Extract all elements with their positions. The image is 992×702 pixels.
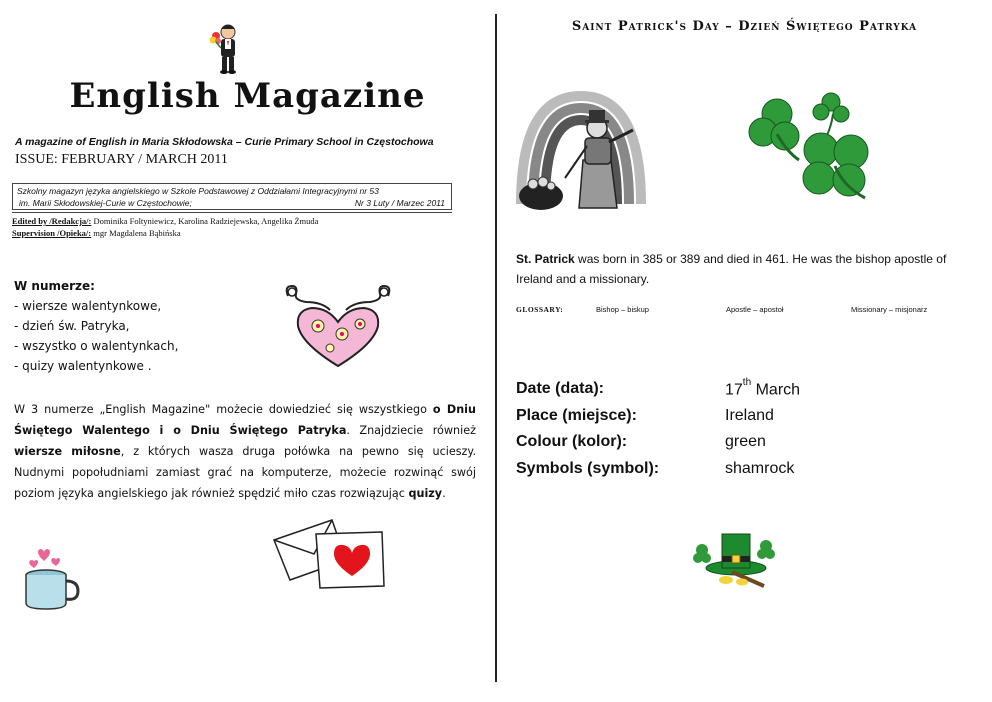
toc-item: - wszystko o walentynkach, bbox=[14, 339, 179, 353]
heart-pendant-illustration bbox=[282, 282, 394, 372]
intro-text: . bbox=[442, 487, 446, 500]
supervision-line bbox=[12, 227, 452, 239]
intro-emphasis: quizy bbox=[408, 487, 443, 500]
fact-key: Colour (kolor): bbox=[516, 433, 628, 450]
date-suffix: th bbox=[742, 377, 752, 388]
leprechaun-rainbow-illustration bbox=[505, 86, 657, 216]
table-of-contents bbox=[14, 276, 178, 376]
intro-text: . Znajdziecie również bbox=[346, 424, 477, 437]
right-page bbox=[497, 0, 992, 702]
intro-text: , z których wasza druga połówka na pewno się ucieszy. Nudnymi popołudniami zamiast grać na komputerze, możecie rozwinąć swój poziom języka angielskiego jak również spędzić miło czas rozwiązując bbox=[14, 445, 477, 500]
toc-item: - quizy walentynkowe . bbox=[14, 359, 152, 373]
supervision-label: Supervision /Opieka/: bbox=[12, 228, 92, 238]
editors-line bbox=[12, 215, 452, 227]
toc-title: W numerze: bbox=[14, 279, 95, 293]
intro-emphasis: wiersze miłosne bbox=[14, 445, 121, 458]
toc-item: - wiersze walentynkowe, bbox=[14, 299, 162, 313]
mug-with-hearts-illustration bbox=[18, 545, 82, 613]
fact-value: shamrock bbox=[725, 459, 795, 477]
magazine-subtitle: A magazine of English in Maria Skłodowska – Curie Primary School in Częstochowa bbox=[15, 136, 434, 148]
fact-key: Place (miejsce): bbox=[516, 406, 637, 424]
editors-label: Edited by /Redakcja/: bbox=[12, 216, 92, 226]
issue-date: ISSUE: FEBRUARY / MARCH 2011 bbox=[15, 152, 228, 167]
glossary bbox=[516, 305, 976, 319]
intro-emphasis: o Dniu Świętego Walentego i o Dniu Świętego Patryka bbox=[14, 403, 476, 437]
intro-text: W 3 numerze „English Magazine" możecie dowiedzieć się wszystkiego bbox=[14, 403, 433, 416]
editors-names: Dominika Foltyniewicz, Karolina Radziejewska, Angelika Żmuda bbox=[91, 216, 319, 226]
credits bbox=[12, 212, 452, 239]
school-name-line: im. Marii Skłodowskiej-Curie w Częstochowie; bbox=[19, 198, 192, 208]
fact-value: green bbox=[725, 433, 766, 450]
magazine-masthead: English Magazine bbox=[69, 76, 426, 116]
leprechaun-hat-illustration bbox=[692, 528, 776, 590]
bio-text: was born in 385 or 389 and died in 461. He was the bishop apostle of Ireland and a missionary. bbox=[516, 252, 947, 286]
glossary-item: Apostle – apostoł bbox=[726, 305, 784, 314]
fact-key: Symbols (symbol): bbox=[516, 459, 660, 477]
glossary-item: Bishop – biskup bbox=[596, 305, 649, 314]
date-month: March bbox=[751, 381, 801, 399]
valentine-mascot-illustration bbox=[206, 20, 250, 76]
glossary-label: GLOSSARY: bbox=[516, 305, 564, 314]
glossary-item: Missionary – misjonarz bbox=[851, 305, 928, 314]
fact-value: Ireland bbox=[725, 406, 774, 424]
issue-number: Nr 3 Luty / Marzec 2011 bbox=[354, 198, 445, 208]
saint-patrick-bio bbox=[516, 249, 981, 289]
fact-key: Date (data): bbox=[516, 380, 605, 397]
saint-patricks-day-title: Saint Patrick's Day – Dzień Świętego Patryka bbox=[571, 19, 918, 34]
intro-paragraph bbox=[14, 399, 476, 504]
left-page bbox=[0, 0, 495, 702]
love-letter-envelope-illustration bbox=[270, 512, 390, 594]
shamrock-clovers-illustration bbox=[747, 90, 877, 202]
bio-name: St. Patrick bbox=[516, 252, 575, 266]
toc-item: - dzień św. Patryka, bbox=[14, 319, 130, 333]
supervision-name: mgr Magdalena Bąbińska bbox=[91, 228, 181, 238]
school-info-box bbox=[12, 183, 452, 210]
school-info-line: Szkolny magazyn języka angielskiego w Szkole Podstawowej z Oddziałami Integracyjnymi nr 53 bbox=[17, 186, 379, 196]
date-day: 17 bbox=[725, 381, 743, 399]
fact-value bbox=[725, 377, 801, 399]
